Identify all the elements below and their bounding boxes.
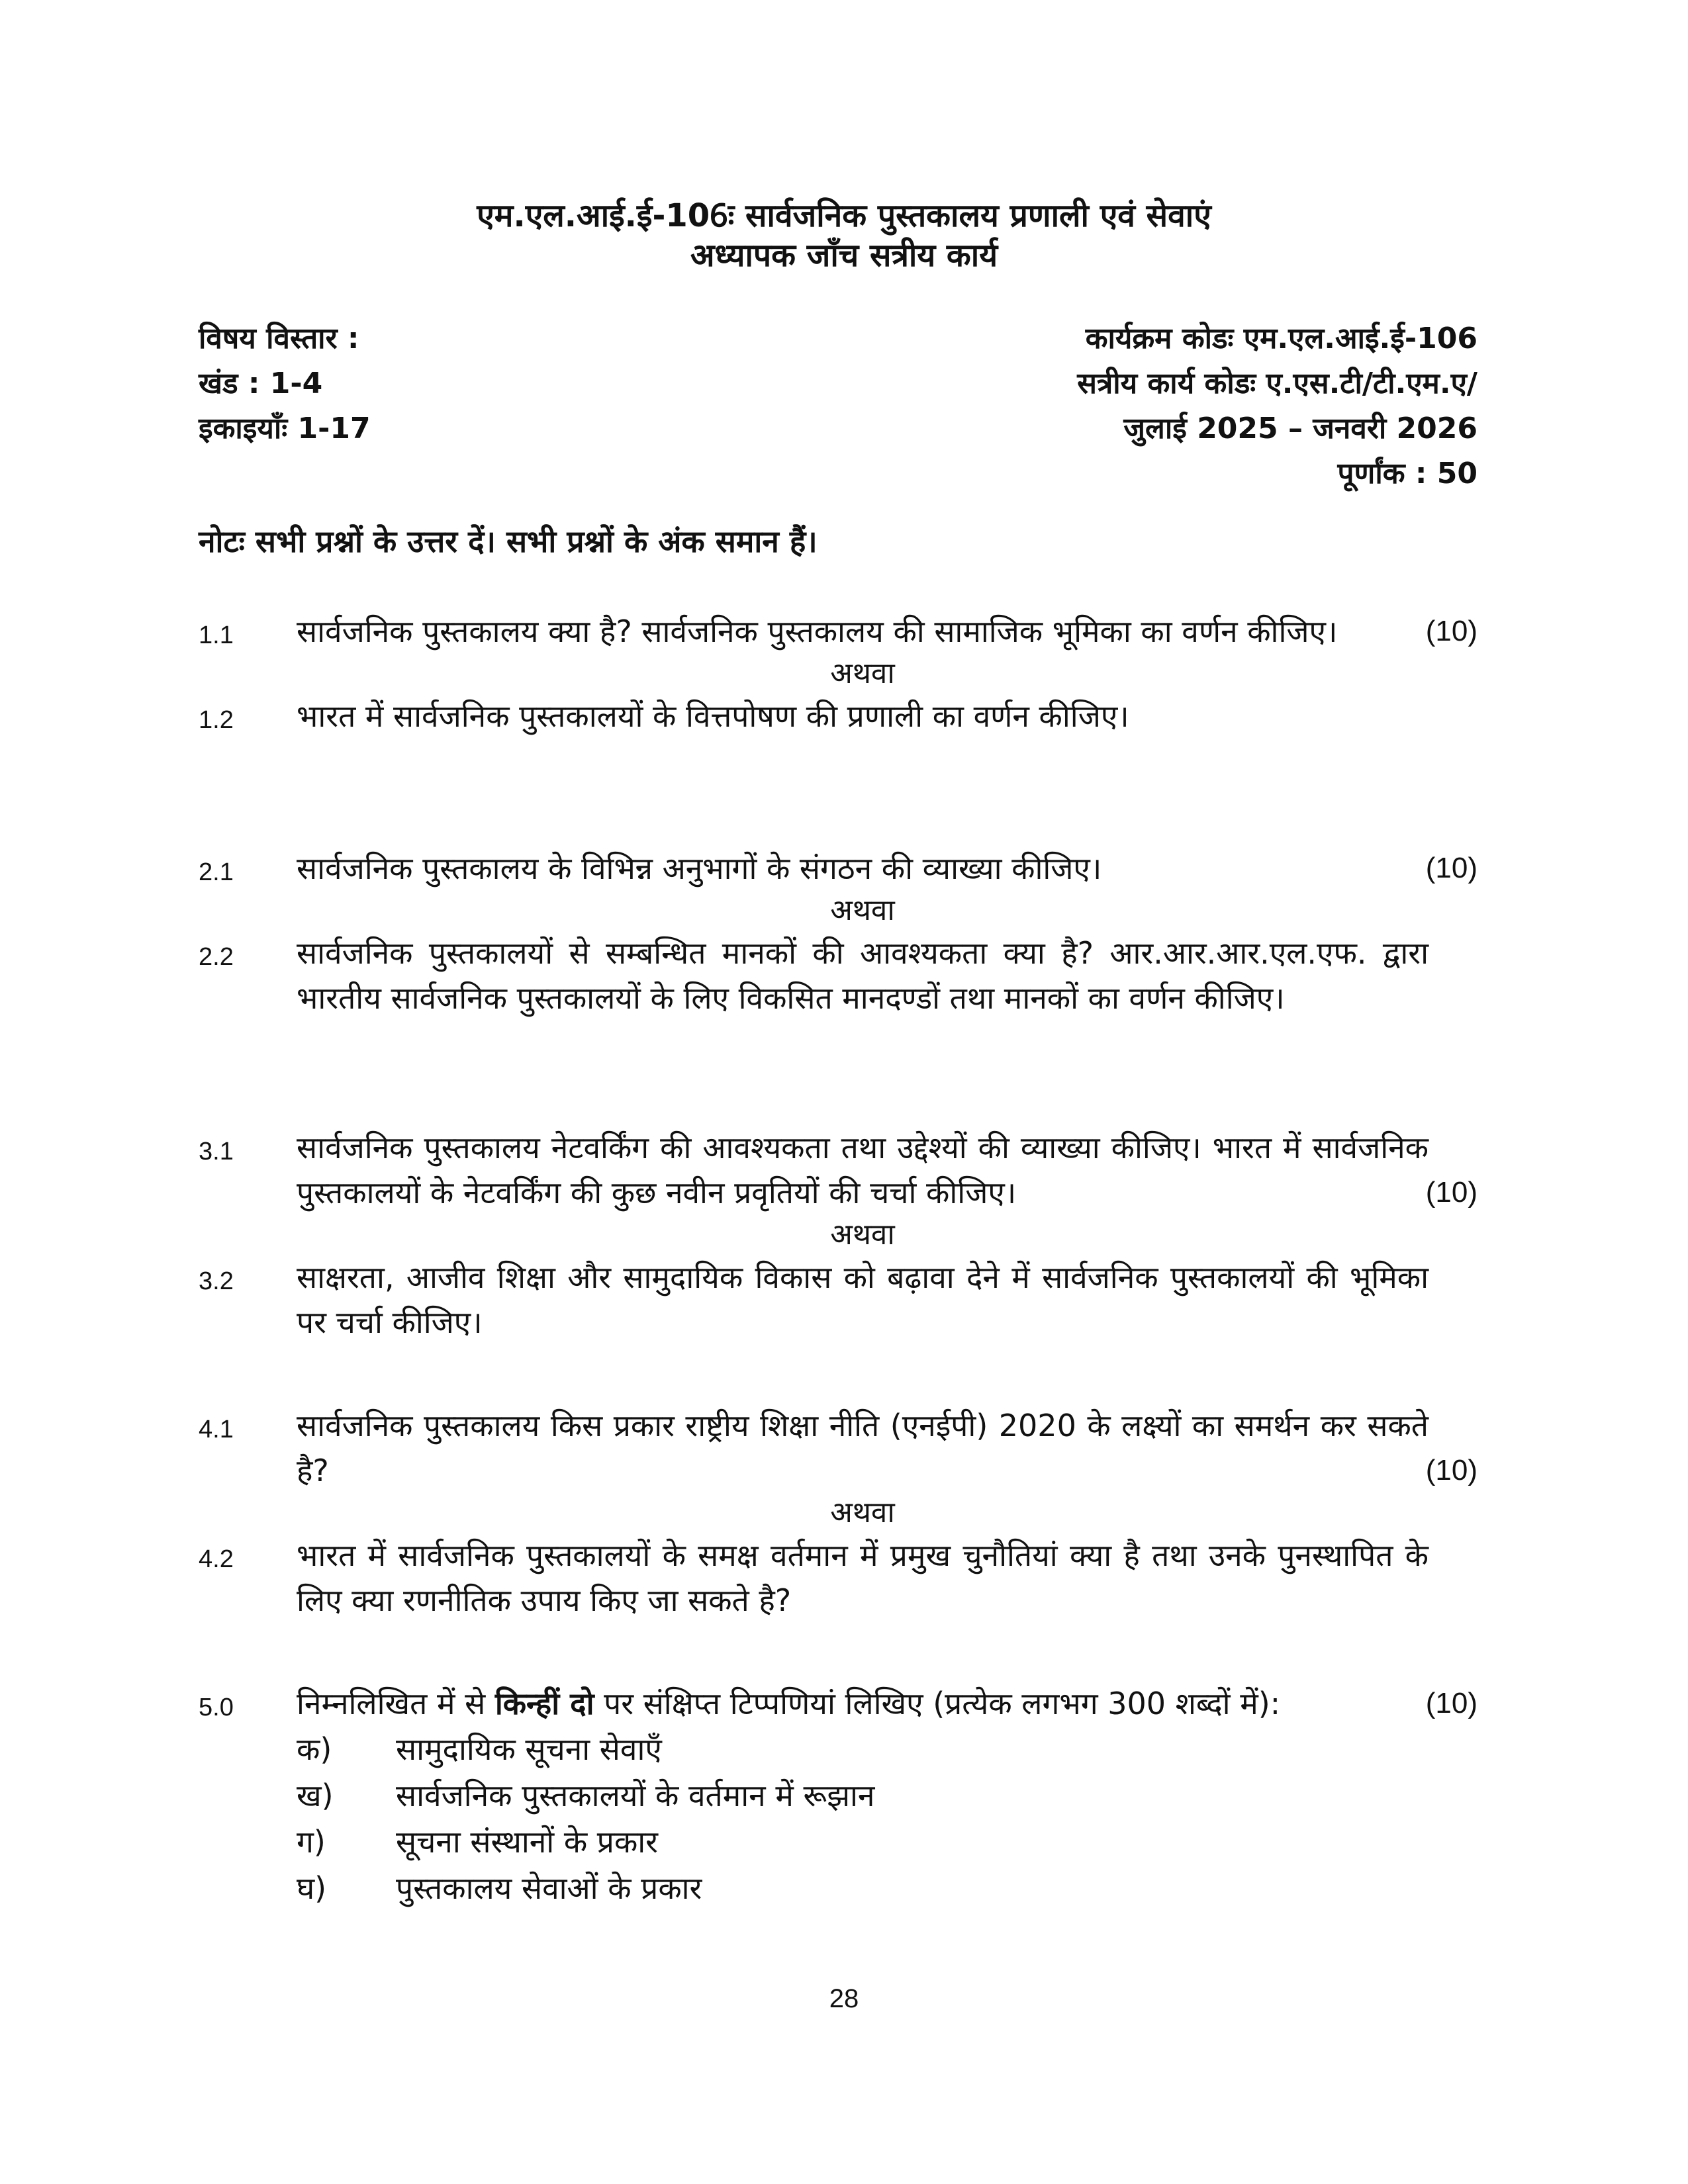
instruction-note: नोटः सभी प्रश्नों के उत्तर दें। सभी प्रश्नों के अंक समान हैं। <box>199 523 818 559</box>
question-text: साक्षरता, आजीव शिक्षा और सामुदायिक विकास को बढ़ावा देने में सार्वजनिक पुस्तकालयों की भूमिका पर चर्चा कीजिए। <box>297 1259 1429 1340</box>
or-divider: अथवा <box>830 893 895 927</box>
question-number: 2.2 <box>199 943 234 971</box>
sub-item <box>297 1819 1477 1865</box>
assignment-code: सत्रीय कार्य कोडः ए.एस.टी/टी.एम.ए/ <box>1077 367 1477 400</box>
assignment-subtitle: अध्यापक जाँच सत्रीय कार्य <box>690 237 998 274</box>
sub-item <box>297 1726 1477 1772</box>
question-text-emphasis: किन्हीं दो <box>494 1686 594 1721</box>
question-number: 4.1 <box>199 1416 234 1443</box>
sub-item-label: घ) <box>297 1870 327 1906</box>
question-text: सार्वजनिक पुस्तकालय किस प्रकार राष्ट्रीय शिक्षा नीति (एनईपी) 2020 के लक्ष्यों का समर्थन कर सकते है? <box>297 1408 1429 1488</box>
question-number: 1.1 <box>199 621 234 649</box>
subject-scope-label: विषय विस्तार : <box>199 322 359 355</box>
sub-item-text: सामुदायिक सूचना सेवाएँ <box>396 1731 662 1767</box>
page-number: 28 <box>829 1984 859 2013</box>
question-item <box>199 1403 1477 1493</box>
or-divider: अथवा <box>830 1496 895 1529</box>
question-number: 2.1 <box>199 858 234 886</box>
question-text <box>297 1681 1429 1726</box>
session-dates: जुलाई 2025 – जनवरी 2026 <box>1123 412 1477 445</box>
block-range: खंड : 1-4 <box>199 367 323 400</box>
meta-right-block <box>1077 316 1477 496</box>
question-group-3 <box>199 1125 1477 1345</box>
course-title: एम.एल.आई.ई-106ः सार्वजनिक पुस्तकालय प्रणाली एवं सेवाएं <box>477 197 1211 234</box>
question-text-start: निम्नलिखित में से <box>297 1686 495 1721</box>
question-text: भारत में सार्वजनिक पुस्तकालयों के वित्तपोषण की प्रणाली का वर्णन कीजिए। <box>297 698 1129 734</box>
question-text: सार्वजनिक पुस्तकालय क्या है? सार्वजनिक पुस्तकालय की सामाजिक भूमिका का वर्णन कीजिए। <box>297 614 1338 649</box>
question-number: 4.2 <box>199 1545 234 1573</box>
question-number: 3.1 <box>199 1138 234 1165</box>
marks-label: (10) <box>1425 852 1477 884</box>
or-divider: अथवा <box>830 1218 895 1251</box>
question-text: भारत में सार्वजनिक पुस्तकालयों के समक्ष वर्तमान में प्रमुख चुनौतियां क्या है तथा उनके पुनस्थापित के लिए क्या रणनीतिक उपाय किए जा सकते है? <box>297 1537 1429 1618</box>
sub-item <box>297 1865 1477 1911</box>
question-item <box>199 1533 1477 1623</box>
question-text-end: पर संक्षिप्त टिप्पणियां लिखिए (प्रत्येक लगभग 300 शब्दों में): <box>594 1686 1281 1721</box>
sub-item-text: सार्वजनिक पुस्तकालयों के वर्तमान में रूझान <box>396 1778 875 1813</box>
question-item <box>199 1255 1477 1345</box>
question-text: सार्वजनिक पुस्तकालयों से सम्बन्धित मानकों की आवश्यकता क्या है? आर.आर.आर.एल.एफ. द्वारा भारतीय सार्वजनिक पुस्तकालयों के लिए विकसित मानदण्डों तथा मानकों का वर्णन कीजिए। <box>297 935 1429 1016</box>
question-item <box>199 694 1477 739</box>
marks-label: (10) <box>1425 615 1477 647</box>
question-group-1 <box>199 609 1477 739</box>
marks-label: (10) <box>1425 1687 1477 1719</box>
question-number: 1.2 <box>199 706 234 734</box>
marks-label: (10) <box>1425 1454 1477 1486</box>
sub-item-text: पुस्तकालय सेवाओं के प्रकार <box>396 1870 702 1906</box>
sub-item <box>297 1772 1477 1819</box>
question-number: 3.2 <box>199 1267 234 1295</box>
question-item <box>199 931 1477 1021</box>
meta-left-block <box>199 316 371 451</box>
sub-item-label: क) <box>297 1731 332 1767</box>
max-marks: पूर्णांक : 50 <box>1337 457 1477 490</box>
sub-item-text: सूचना संस्थानों के प्रकार <box>396 1824 658 1860</box>
programme-code: कार्यक्रम कोडः एम.एल.आई.ई-106 <box>1085 322 1477 355</box>
question-item <box>199 846 1477 891</box>
question-text: सार्वजनिक पुस्तकालय के विभिन्न अनुभागों के संगठन की व्याख्या कीजिए। <box>297 850 1102 886</box>
sub-item-label: ग) <box>297 1824 326 1860</box>
sub-item-list <box>199 1726 1477 1911</box>
question-group-5 <box>199 1681 1477 1911</box>
question-text: सार्वजनिक पुस्तकालय नेटवर्किंग की आवश्यकता तथा उद्देश्यों की व्याख्या कीजिए। भारत में सार्वजनिक पुस्तकालयों के नेटवर्किंग की कुछ नवीन प्रवृतियों की चर्चा कीजिए। <box>297 1130 1429 1210</box>
units-range: इकाइयाँः 1-17 <box>199 412 371 445</box>
sub-item-label: ख) <box>297 1778 334 1813</box>
question-number: 5.0 <box>199 1694 234 1721</box>
question-item <box>199 1125 1477 1215</box>
question-group-2 <box>199 846 1477 1021</box>
question-item <box>199 609 1477 654</box>
question-item <box>199 1681 1477 1726</box>
marks-label: (10) <box>1425 1176 1477 1208</box>
question-group-4 <box>199 1403 1477 1623</box>
or-divider: अथवा <box>830 657 895 690</box>
